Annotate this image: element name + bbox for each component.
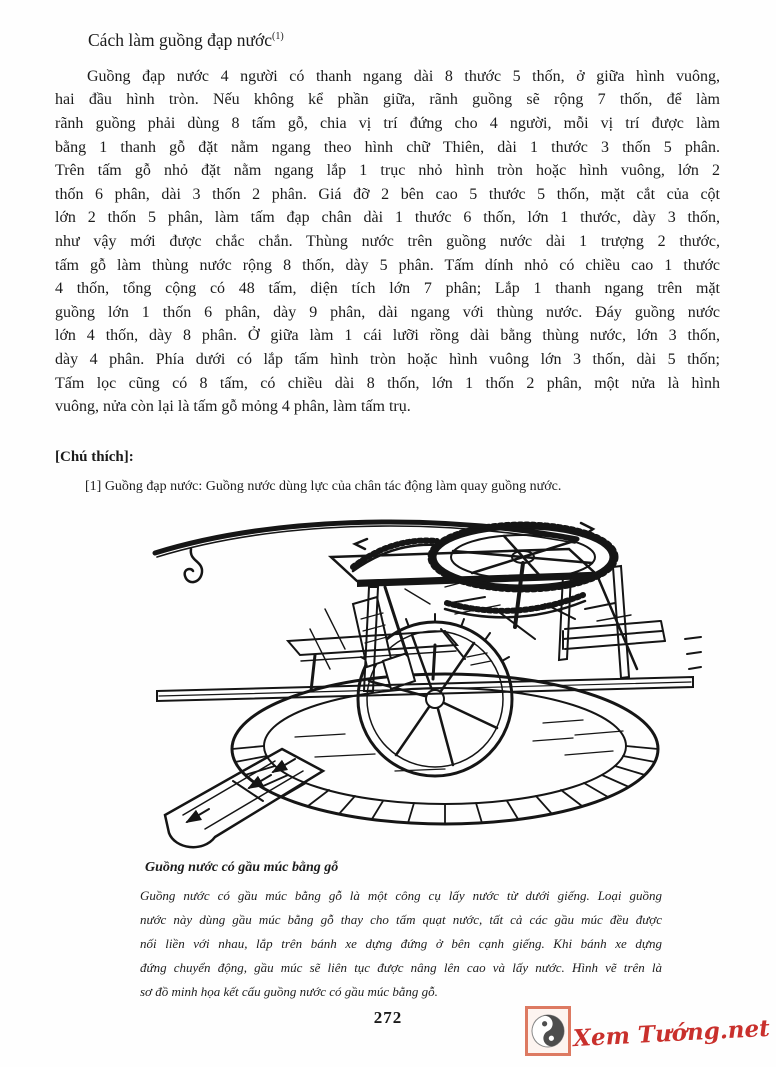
figure-description-line: Guồng nước có gầu múc bằng gỗ là một công cụ lấy nước từ dưới giếng. Loại guồng <box>140 887 662 903</box>
notes-heading: [Chú thích]: <box>55 448 134 465</box>
watermark-text: Xem Tướng.net <box>572 1014 771 1053</box>
body-line: rãnh guồng phải dùng 8 tấm gỗ, chia vị trí đứng cho 4 người, mỗi vị trí được làm <box>55 115 720 133</box>
water-wheel-illustration <box>145 509 705 854</box>
body-line: Guồng đạp nước 4 người có thanh ngang dài 8 thước 5 thốn, ở giữa hình vuông, <box>87 67 720 85</box>
footnote-text: [1] Guồng đạp nước: Guồng nước dùng lực của chân tác động làm quay guồng nước. <box>85 478 562 494</box>
body-line: vuông, nửa còn lại là tấm gỗ mỏng 4 phân, làm tấm trụ. <box>55 398 411 416</box>
body-line: Trên tấm gỗ nhỏ đặt nằm ngang lắp 1 trục nhỏ hình tròn hoặc hình vuông, lớn 2 <box>55 162 720 180</box>
body-line: Tấm lọc cũng có 8 tấm, có chiều dài 8 thốn, lớn 1 thốn 2 phân, một nửa là hình <box>55 374 720 392</box>
body-line: bằng 1 thanh gỗ đặt nằm ngang theo hình chữ Thiên, dài 1 thước 3 thốn 5 phân. <box>55 138 720 156</box>
body-line: lớn 2 thốn 5 phân, làm tấm đạp chân dài 1 thước 6 thốn, lớn 1 thước, dày 3 thốn, <box>55 209 720 227</box>
body-line: thốn 6 phân, dài 3 thốn 2 phân. Giá đỡ 2 bên cao 5 thước 5 thốn, mặt cắt của cột <box>55 185 720 203</box>
title-text: Cách làm guồng đạp nước <box>88 29 272 50</box>
body-line: hai đầu hình tròn. Nếu không kể phần giữa, rãnh guồng sẽ rộng 7 thốn, để làm <box>55 91 720 109</box>
body-paragraph <box>55 65 720 419</box>
body-line: tấm gỗ làm thùng nước rộng 8 thốn, dày 5 phân. Tấm dính nhỏ có chiều cao 1 thước <box>55 256 720 274</box>
figure-description-line: nối liền với nhau, lắp trên bánh xe dựng đứng ở bên cạnh giếng. Khi bánh xe dựng <box>140 935 662 951</box>
body-line: guồng lớn 1 thốn 6 phân, dày 9 phân, dài ngang với thùng nước. Đáy guồng nước <box>55 303 720 321</box>
figure-description <box>140 884 662 1004</box>
body-line: lớn 4 thốn, dày 8 phân. Ở giữa làm 1 cái lưỡi rồng dài bằng thùng nước, lớn 3 thốn, <box>55 327 720 345</box>
yin-yang-icon <box>525 1006 571 1061</box>
figure-description-line: nước này dùng gầu múc bằng gỗ thay cho tấm quạt nước, tất cả các gầu múc đều được <box>140 911 662 927</box>
figure-description-line: đứng chuyển động, gầu múc sẽ liên tục được nâng lên cao và lấy nước. Hình vẽ trên là <box>140 959 662 975</box>
figure-caption: Guồng nước có gầu múc bằng gỗ <box>145 859 339 875</box>
page-number: 272 <box>373 1007 403 1027</box>
footnote-marker: (1) <box>271 31 284 42</box>
body-line: 4 thốn, tổng cộng có 48 tấm, diện tích lớn 7 phân; Lắp 1 thanh ngang trên mặt <box>55 280 720 298</box>
watermark <box>525 1006 770 1061</box>
figure-description-line: sơ đồ minh họa kết cấu guồng nước có gầu múc bằng gỗ. <box>140 983 438 999</box>
page-title <box>88 26 719 51</box>
figure <box>145 509 705 854</box>
body-line: như vậy mới được chắc chắn. Thùng nước trên guồng nước dài 1 trượng 2 thước, <box>55 232 720 250</box>
body-line: dày 4 phân. Phía dưới có lắp tấm hình tròn hoặc hình vuông lớn 3 thốn, dài 5 thốn; <box>55 350 720 368</box>
